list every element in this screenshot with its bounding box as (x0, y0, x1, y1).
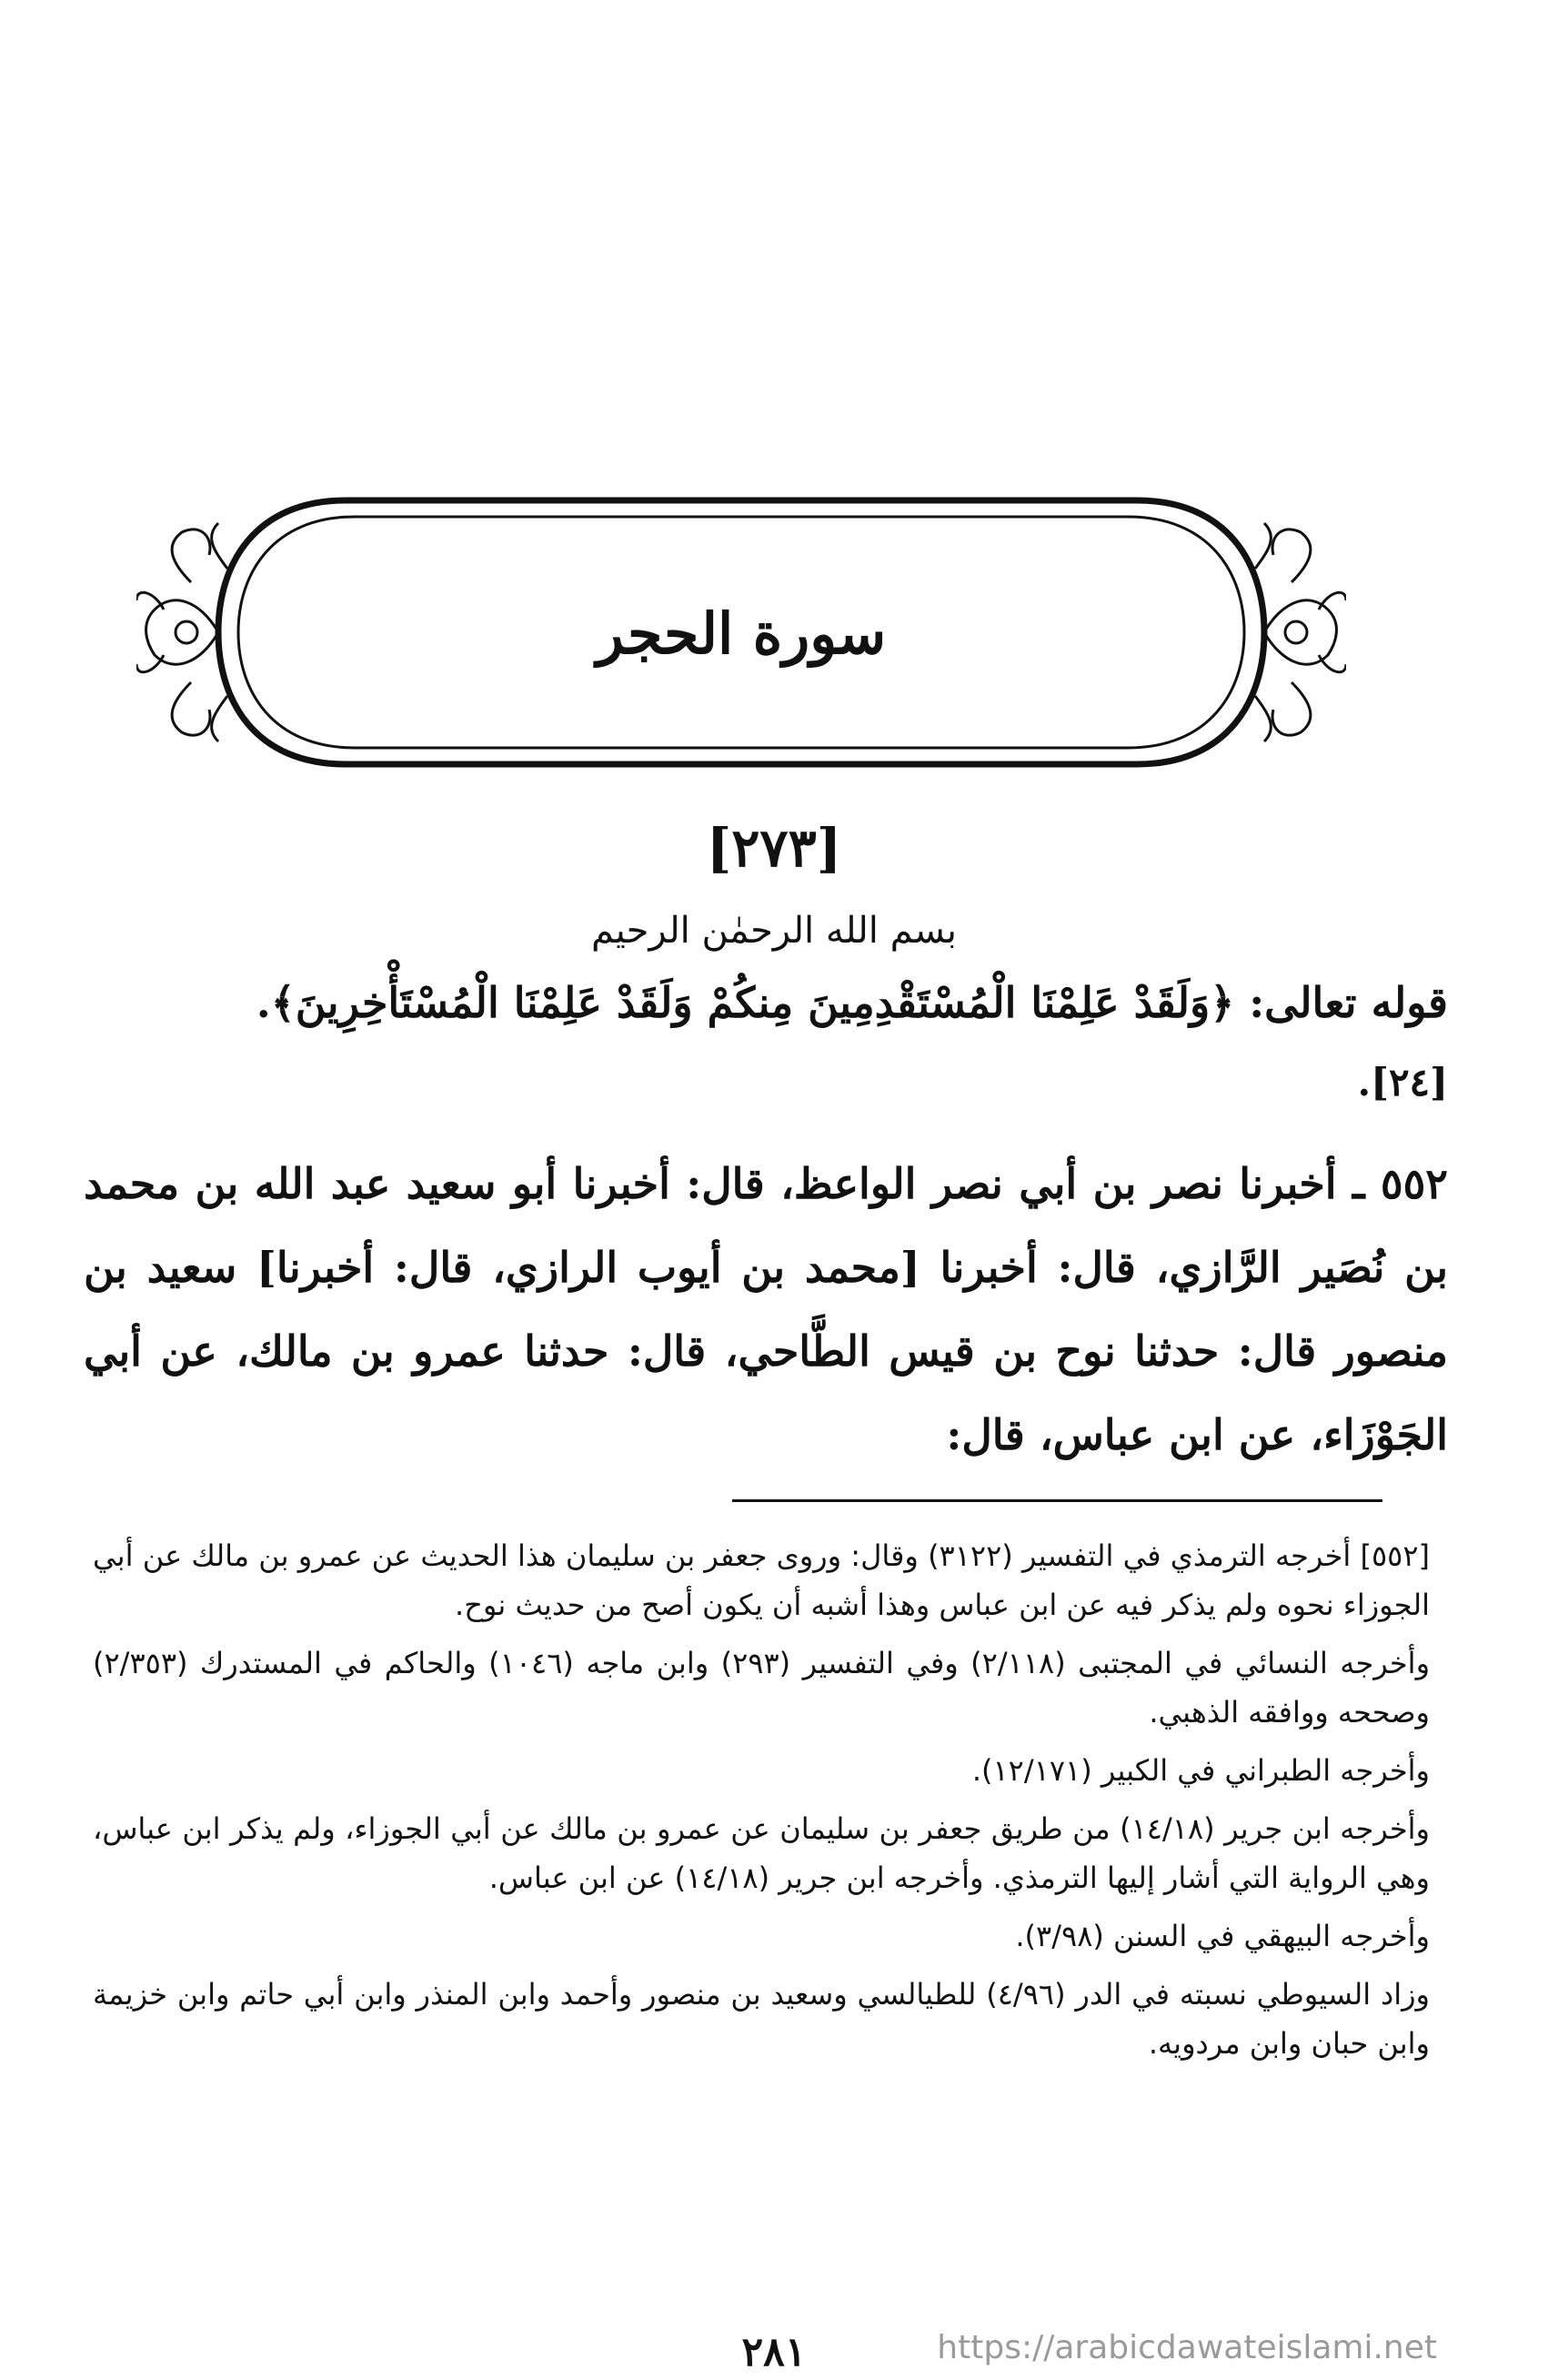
watermark-url: https://arabicdawateislami.net (937, 2329, 1437, 2366)
footnote-item: [٥٥٢] أخرجه الترمذي في التفسير (٣١٢٢) وقال: وروى جعفر بن سليمان هذا الحديث عن عمرو بن مالك عن أبي الجوزاء نحوه ولم يذكر فيه عن ابن عباس وهذا أشبه أن يكون أصح من حديث نوح. (93, 1538, 1430, 1622)
verse-text: ﴿وَلَقَدْ عَلِمْنَا الْمُسْتَقْدِمِينَ مِنكُمْ وَلَقَدْ عَلِمْنَا الْمُسْتَأْخِرِينَ﴾. (256, 978, 1235, 1027)
footnote-separator (732, 1499, 1382, 1502)
hadith-text-block (84, 1142, 1448, 1477)
basmala: بسم الله الرحمٰن الرحيم (590, 910, 958, 952)
verse-reference: [٢٤]. (1357, 1060, 1448, 1104)
footnote-item: وأخرجه النسائي في المجتبى (٢/١١٨) وفي التفسير (٢٩٣) وابن ماجه (١٠٤٦) والحاكم في المستدرك (٢/٣٥٣) وصححه ووافقه الذهبي. (93, 1646, 1431, 1730)
hadith-text: ٥٥٢ ـ أخبرنا نصر بن أبي نصر الواعظ، قال: أخبرنا أبو سعيد عبد الله بن محمد بن نُصَير الرَّازي، قال: أخبرنا [محمد بن أيوب الرازي، قال: أخبرنا] سعيد بن منصور قال: حدثنا نوح بن قيس الطَّاحي، قال: حدثنا عمرو بن مالك، عن أبي الجَوْزَاء، عن ابن عباس، قال: (84, 1159, 1448, 1459)
entry-number: [٢٧٣] (706, 817, 842, 879)
verse-line (102, 978, 1448, 1027)
footnote-item: وأخرجه البيهقي في السنن (٣/٩٨). (1015, 1919, 1430, 1953)
footnotes (93, 1531, 1430, 2077)
verse-intro: قوله تعالى: (1249, 978, 1448, 1027)
page-number: ٢٨١ (741, 2329, 807, 2375)
footnote-item: وأخرجه الطبراني في الكبير (١٢/١٧١). (971, 1753, 1430, 1788)
footnote-item: وأخرجه ابن جرير (١٤/١٨) من طريق جعفر بن سليمان عن عمرو بن مالك عن أبي الجوزاء، ولم يذكر ابن عباس، وهي الرواية التي أشار إليها الترمذي. وأخرجه ابن جرير (١٤/١٨) عن ابن عباس. (93, 1811, 1431, 1895)
sura-title: سورة الحجر (596, 600, 887, 667)
footnote-item: وزاد السيوطي نسبته في الدر (٤/٩٦) للطيالسي وسعيد بن منصور وأحمد وابن المنذر وابن أبي حاتم وابن خزيمة وابن حبان وابن مردويه. (93, 1977, 1431, 2061)
